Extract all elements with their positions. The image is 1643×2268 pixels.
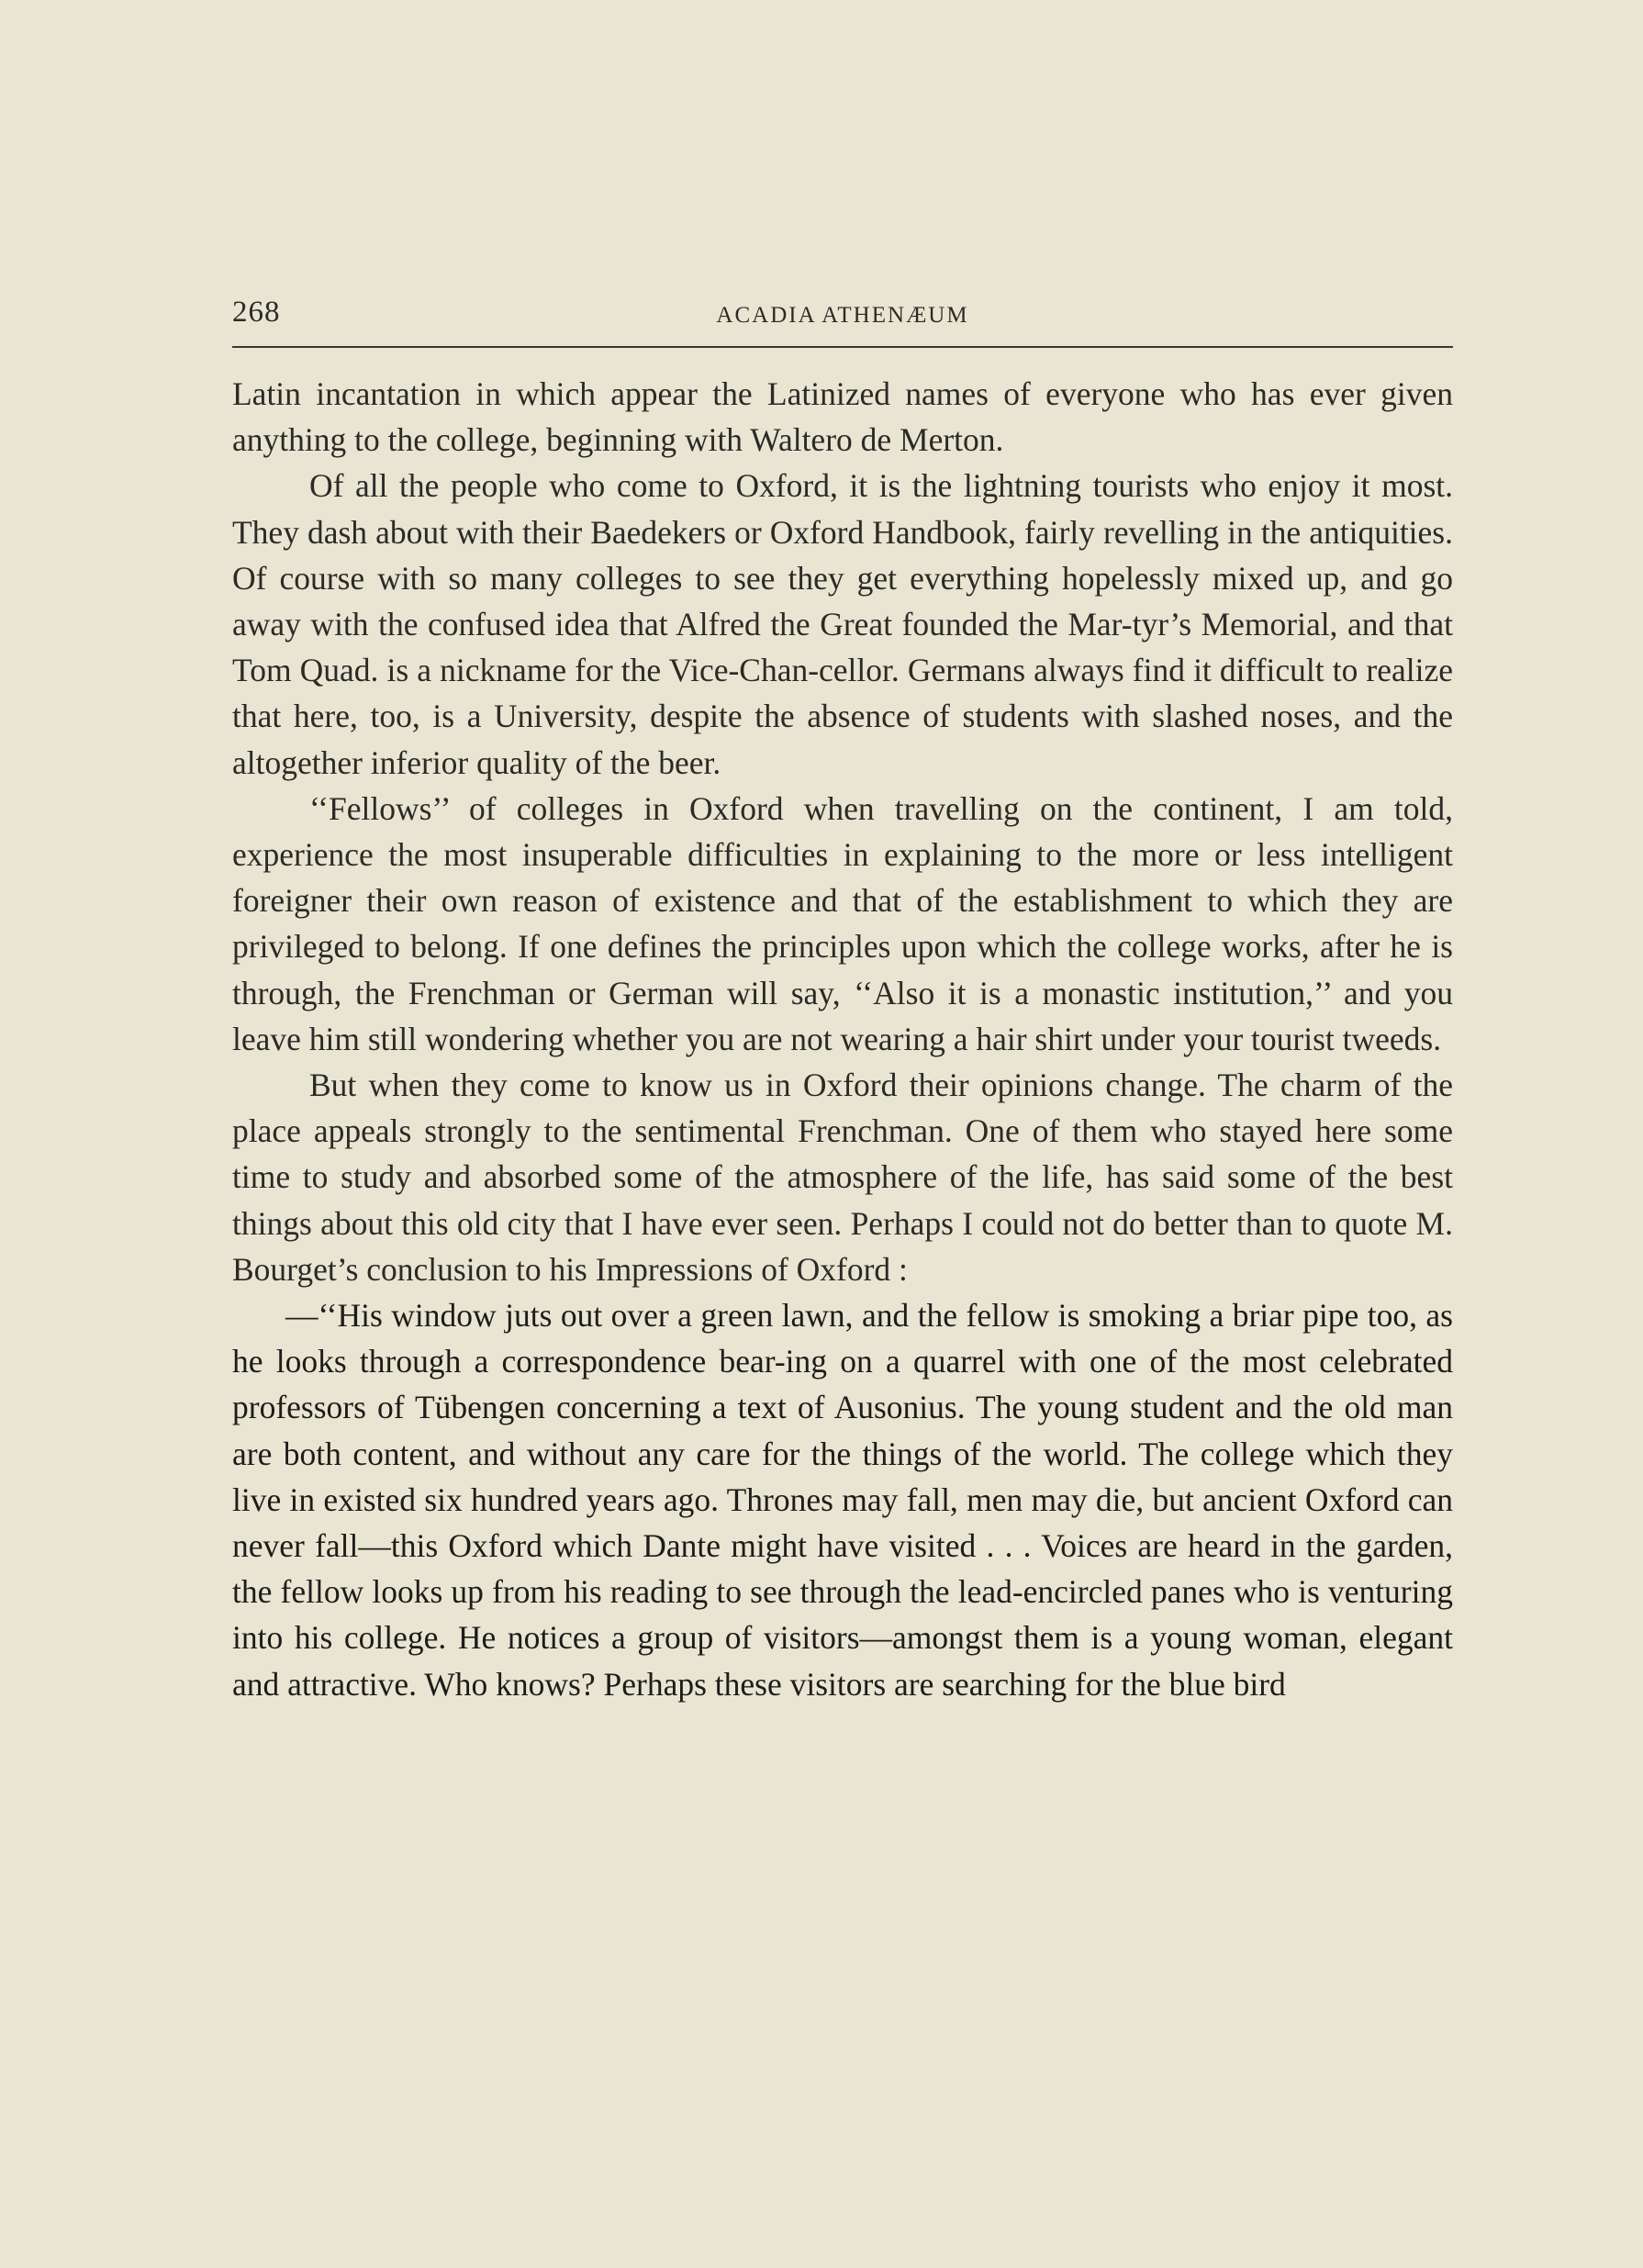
header-rule xyxy=(232,346,1453,348)
paragraph-bourget-quote: —‘‘His window juts out over a green lawn, and the fellow is smoking a briar pipe too, as he looks through a correspondence bear-ing on a quarrel with one of the most celebrated professors of Tübengen concerning a text of Ausonius. The young student and the old man are both content, and without any care for the things of the world. The college which they live in existed six hundred years ago. Thrones may fall, men may die, but ancient Oxford can never fall—this Oxford which Dante might have visited . . . Voices are heard in the garden, the fellow looks up from his reading to see through the lead-encircled panes who is venturing into his college. He notices a group of visitors—amongst them is a young woman, elegant and attractive. Who knows? Perhaps these visitors are searching for the blue bird xyxy=(232,1297,1453,1703)
paragraph-continued: Latin incantation in which appear the Latinized names of everyone who has ever given anything to the college, beginning with Waltero de Merton. xyxy=(232,375,1453,459)
paragraph-tourists: Of all the people who come to Oxford, it is the lightning tourists who enjoy it most. They dash about with their Baedekers or Oxford Handbook, fairly revelling in the antiquities. Of course with so many colleges to see they get everything hopelessly mixed up, and go away with the confused idea that Alfred the Great founded the Mar-tyr’s Memorial, and that Tom Quad. is a nickname for the Vice-Chan-cellor. Germans always find it difficult to realize that here, too, is a University, despite the absence of students with slashed noses, and the altogether inferior quality of the beer. xyxy=(232,467,1453,781)
page-number: 268 xyxy=(232,296,281,329)
page-header xyxy=(232,296,1453,341)
running-title: ACADIA ATHENÆUM xyxy=(716,303,969,328)
paragraph-opinions: But when they come to know us in Oxford their opinions change. The charm of the place appeals strongly to the sentimental Frenchman. One of them who stayed here some time to study and absorbed some of the atmosphere of the life, has said some of the best things about this old city that I have ever seen. Perhaps I could not do better than to quote M. Bourget’s conclusion to his Impressions of Oxford : xyxy=(232,1067,1453,1288)
paragraph-fellows: ‘‘Fellows’’ of colleges in Oxford when travelling on the continent, I am told, experience the most insuperable difficulties in explaining to the more or less intelligent foreigner their own reason of existence and that of the establishment to which they are privileged to belong. If one defines the principles upon which the college works, after he is through, the Frenchman or German will say, ‘‘Also it is a monastic institution,’’ and you leave him still wondering whether you are not wearing a hair shirt under your tourist tweeds. xyxy=(232,789,1453,1057)
body-text xyxy=(232,371,1453,1707)
